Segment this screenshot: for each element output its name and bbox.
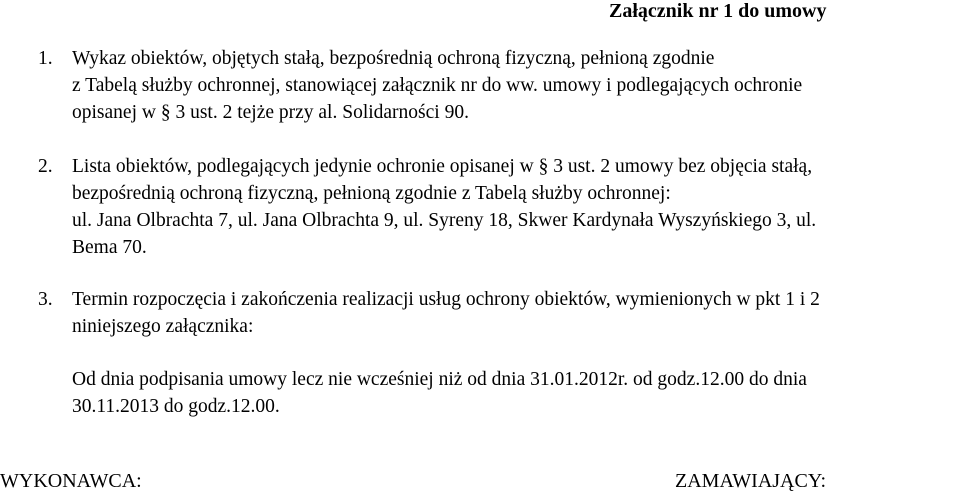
item-2-line-3: ul. Jana Olbrachta 7, ul. Jana Olbrachta 9, ul. Syreny 18, Skwer Kardynała Wyszyńskiego 3, ul. — [72, 210, 817, 231]
item-3-line-1: Termin rozpoczęcia i zakończenia realizacji usług ochrony obiektów, wymienionych w pkt 1 i 2 — [72, 289, 820, 310]
item-3-number: 3. — [38, 289, 53, 310]
item-1-line-1: Wykaz obiektów, objętych stałą, bezpośrednią ochroną fizyczną, pełnioną zgodnie — [72, 48, 715, 69]
item-2-line-1: Lista obiektów, podlegających jedynie ochronie opisanej w § 3 ust. 2 umowy bez objęcia stałą, — [72, 156, 813, 177]
item-2-line-4: Bema 70. — [72, 237, 147, 258]
item-2-line-2: bezpośrednią ochroną fizyczną, pełnioną zgodnie z Tabelą służby ochronnej: — [72, 183, 671, 204]
item-1-line-3: opisanej w § 3 ust. 2 tejże przy al. Solidarności 90. — [72, 102, 469, 123]
term-line-1: Od dnia podpisania umowy lecz nie wcześniej niż od dnia 31.01.2012r. od godz.12.00 do dnia — [72, 369, 807, 390]
item-1-number: 1. — [38, 48, 53, 69]
item-1-line-2: z Tabelą służby ochronnej, stanowiącej załącznik nr do ww. umowy i podlegających ochronie — [72, 75, 803, 96]
term-line-2: 30.11.2013 do godz.12.00. — [72, 396, 280, 417]
attachment-title: Załącznik nr 1 do umowy — [609, 0, 827, 22]
item-3-line-2: niniejszego załącznika: — [72, 316, 254, 337]
contractor-signature-label: WYKONAWCA: — [0, 470, 142, 492]
item-2-number: 2. — [38, 156, 53, 177]
client-signature-label: ZAMAWIAJĄCY: — [675, 470, 826, 492]
